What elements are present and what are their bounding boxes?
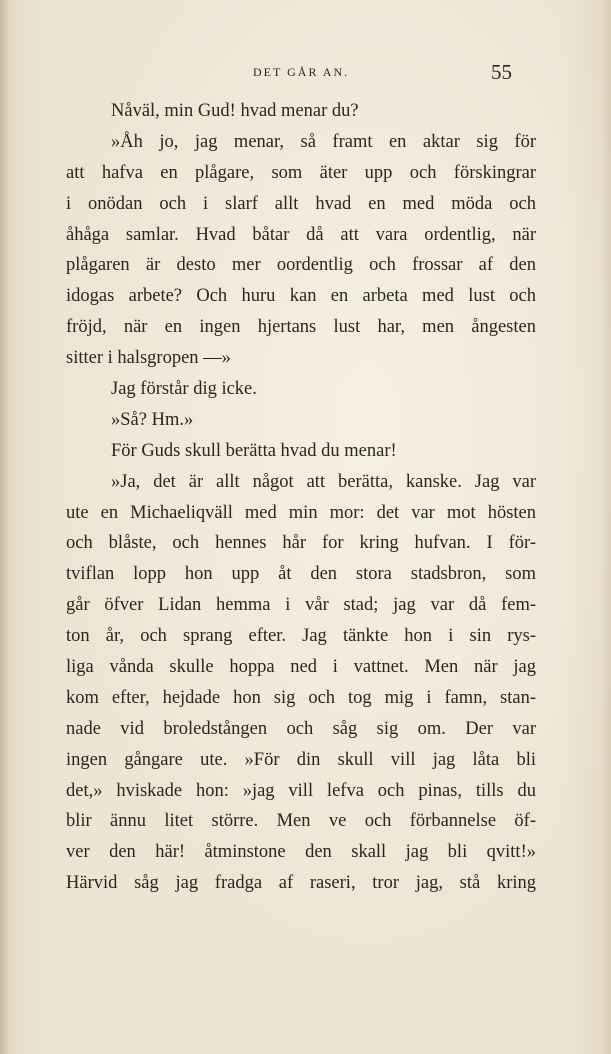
text-line: åhåga samlar. Hvad båtar då att vara ordentlig, när <box>66 224 536 245</box>
text-line: nade vid broledstången och såg sig om. Der var <box>66 718 536 739</box>
text-line: ingen gångare ute. »För din skull vill jag låta bli <box>66 749 536 770</box>
text-line: det,» hviskade hon: »jag vill lefva och pinas, tills du <box>66 780 536 801</box>
text-line: tviflan lopp hon upp åt den stora stadsbron, som <box>66 564 536 585</box>
page-number: 55 <box>491 60 512 84</box>
text-line: blir ännu litet större. Men ve och förbannelse öf- <box>66 811 536 832</box>
text-line: plågaren är desto mer oordentlig och frossar af den <box>66 255 536 276</box>
text-line: »Så? Hm.» <box>111 409 194 430</box>
running-title: DET GÅR AN. <box>253 65 350 79</box>
text-line: Nåväl, min Gud! hvad menar du? <box>111 101 359 121</box>
text-line: att hafva en plågare, som äter upp och förskingrar <box>66 162 536 183</box>
text-line: För Guds skull berätta hvad du menar! <box>111 440 397 461</box>
text-line: sitter i halsgropen —» <box>66 348 231 369</box>
text-line: i onödan och i slarf allt hvad en med möda och <box>66 193 536 214</box>
text-line: »Ja, det är allt något att berätta, kanske. Jag var <box>111 471 536 492</box>
text-line: fröjd, när en ingen hjertans lust har, men ångesten <box>66 317 536 338</box>
spine-shadow <box>0 0 10 1054</box>
text-line: idogas arbete? Och huru kan en arbeta med lust och <box>66 286 536 307</box>
text-line: Jag förstår dig icke. <box>111 379 257 400</box>
text-line: kom efter, hejdade hon sig och tog mig i famn, stan- <box>66 687 536 708</box>
text-line: går öfver Lidan hemma i vår stad; jag var då fem- <box>66 595 536 616</box>
body-text <box>66 96 536 899</box>
text-line: »Åh jo, jag menar, så framt en aktar sig för <box>111 131 536 152</box>
text-line: ton år, och sprang efter. Jag tänkte hon i sin rys- <box>66 626 536 647</box>
text-line: Härvid såg jag fradga af raseri, tror jag, stå kring <box>66 873 536 894</box>
text-line: liga vånda skulle hoppa ned i vattnet. Men när jag <box>66 657 536 678</box>
running-head <box>0 60 611 90</box>
text-line: ver den här! åtminstone den skall jag bli qvitt!» <box>66 842 536 863</box>
text-line: och blåste, och hennes hår for kring hufvan. I för- <box>66 533 536 554</box>
text-line: ute en Michaeliqväll med min mor: det var mot hösten <box>66 502 536 523</box>
